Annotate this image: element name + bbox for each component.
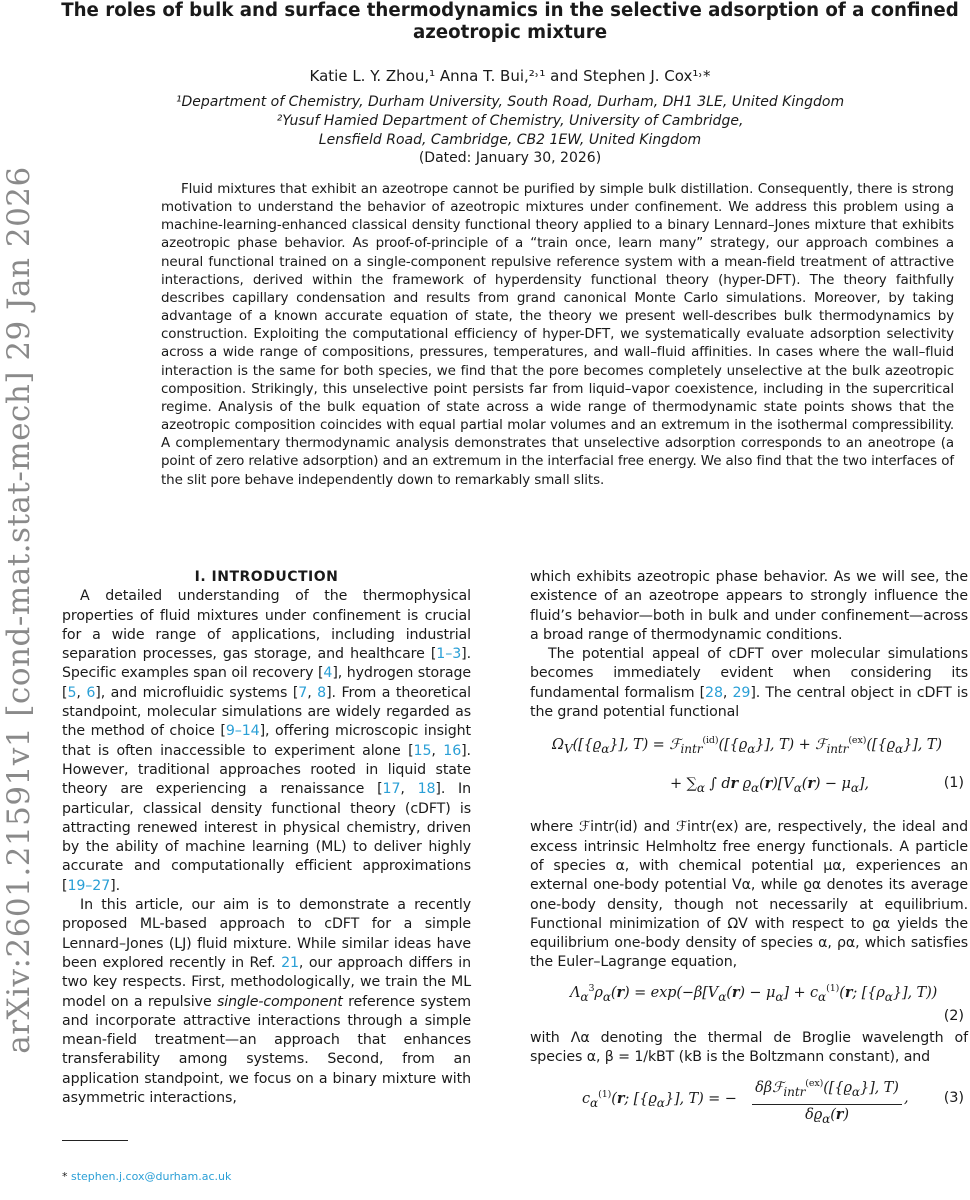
abstract: Fluid mixtures that exhibit an azeotrope cannot be purified by simple bulk distillation. Consequently, there is strong motivation to understand the behavior of azeotropic mixtures under confinement. We address this problem using a machine-learning-enhanced classical density functional theory applied to a binary Lennard–Jones mixture that exhibits azeotropic phase behavior. As proof-of-principle of a “train once, learn many” strategy, our approach combines a neural functional trained on a single-component repulsive reference system with a mean-field treatment of attractive interactions, derived within the framework of hyperdensity functional theory (hyper-DFT). The theory faithfully describes capillary condensation and results from grand canonical Monte Carlo simulations. Moreover, by taking advantage of a known accurate equation of state, the theory we present well-describes bulk thermodynamics by construction. Exploiting the computational efficiency of hyper-DFT, we systematically evaluate adsorption selectivity across a wide range of compositions, pressures, temperatures, and wall–fluid affinities. In cases where the wall–fluid interaction is the same for both species, we find that the pore becomes completely unselective at the bulk azeotropic composition. Strikingly, this unselective point persists far from liquid–vapor coexistence, including in the supercritical regime. Analysis of the bulk equation of state across a wide range of thermodynamic state points shows that the azeotropic composition coincides with equal partial molar volumes and an extremum in the isothermal compressibility. A complementary thermodynamic analysis demonstrates that unselective adsorption corresponds to an aneotrope (a point of zero relative adsorption) and an extremum in the interfacial free energy. We also find that the two interfaces of the slit pore behave independently down to remarkably small slits. — [161, 182, 954, 488]
affiliations — [60, 93, 960, 150]
date-line: (Dated: January 30, 2026) — [418, 150, 602, 166]
equation-number: (3) — [943, 1090, 964, 1107]
section-heading: I. INTRODUCTION — [194, 569, 339, 585]
citation-link[interactable]: 4 — [323, 665, 333, 682]
citation-link[interactable]: 21 — [281, 954, 299, 971]
arxiv-identifier: arXiv:2601.21591v1 [cond-mat.stat-mech] 29 Jan 2026 — [1, 166, 37, 1054]
right-paragraph-4: with Λα denoting the thermal de Broglie wavelength of species α, β = 1/kBT (kB is the Boltzmann constant), and — [530, 1029, 968, 1066]
right-column — [530, 568, 968, 1129]
citation-link[interactable]: 6 — [86, 684, 96, 701]
citation-link[interactable]: 16 — [443, 742, 462, 759]
equation-3: $c_\alpha^{(1)}(r$; $[\{ϱ_\alpha\}]$, T) = − $\delta\beta ℱ_{intr}^{(ex)}([\{ϱ_\alpha\}]$, T) $\delta ϱ_\alpha(r)$ , (3) — [582, 1078, 964, 1126]
citation-link[interactable]: 8 — [317, 684, 327, 701]
citation-link[interactable]: 9–14 — [225, 723, 260, 740]
equation-number: (2) — [943, 1007, 964, 1024]
citation-link[interactable]: 7 — [298, 684, 308, 701]
citation-link[interactable]: 17 — [382, 781, 401, 798]
footnote-rule — [62, 1140, 128, 1141]
right-paragraph-3: where ℱintr(id) and ℱintr(ex) are, respectively, the ideal and excess intrinsic Helmholtz free energy functionals. A particle of species α, with chemical potential μα, experiences an external one-body potential Vα, while ϱα denotes its average one-body density, though not necessarily at equilibrium. Functional minimization of ΩV with respect to ϱα yields the equilibrium one-body density of species α, ρα, which satisfies the Euler–Lagrange equation, — [530, 819, 968, 971]
citation-link[interactable]: 15 — [413, 742, 432, 759]
left-column — [62, 568, 471, 1108]
citation-link[interactable]: 29 — [732, 684, 751, 701]
email-link[interactable]: stephen.j.cox@durham.ac.uk — [71, 1170, 232, 1183]
affiliation-2-cont: Lensfield Road, Cambridge, CB2 1EW, United Kingdom — [318, 132, 702, 148]
citation-link[interactable]: 28 — [705, 684, 723, 701]
author-list: Katie L. Y. Zhou,¹ Anna T. Bui,²˒¹ and Stephen J. Cox¹˒* — [309, 67, 711, 85]
equation-number: (1) — [943, 775, 964, 792]
intro-paragraph-1: A detailed understanding of the thermophysical properties of fluid mixtures under confinement is crucial for a wide range of applications, including industrial separation processes, gas storage, and healthcare [1–3]. Specific examples span oil recovery [4], hydrogen storage [5, 6], and microfluidic systems [7, 8]. From a theoretical standpoint, molecular simulations are widely regarded as the method of choice [9–14], offering microscopic insight that is often inaccessible to experiment alone [15, 16]. However, traditional approaches rooted in liquid state theory are experiencing a renaissance [17, 18]. In particular, classical density functional theory (cDFT) is attracting renewed interest in physical chemistry, driven by the ability of machine learning (ML) to deliver highly accurate and computationally efficient approximations [19–27]. — [62, 588, 472, 894]
right-paragraph-1: which exhibits azeotropic phase behavior. As we will see, the existence of an azeotrope appears to strongly influence the fluid’s behavior—both in bulk and under confinement—across a broad range of thermodynamic conditions. — [530, 569, 968, 643]
affiliation-2: ²Yusuf Hamied Department of Chemistry, University of Cambridge, — [276, 113, 744, 129]
citation-link[interactable]: 18 — [417, 781, 436, 798]
citation-link[interactable]: 5 — [67, 684, 77, 701]
paper-title: The roles of bulk and surface thermodynamics in the selective adsorption of a confined azeotropic mixture — [61, 0, 959, 43]
citation-link[interactable]: 1–3 — [436, 646, 462, 663]
citation-link[interactable]: 19–27 — [67, 877, 111, 894]
affiliation-1: ¹Department of Chemistry, Durham University, South Road, Durham, DH1 3LE, United Kingdom — [175, 94, 845, 110]
equation-1: $\Omega_V([\{ϱ_\alpha\}]$, $T) = ℱ_{intr}^{(id)}([\{ϱ_\alpha\}]$, $T) + ℱ_{intr}^{(ex)}([\{ϱ_\alpha\}]$, T) + $\sum_\alpha$ ∫ dr $ϱ_\alpha(r)[V_\alpha(r) - \mu_\alpha]$, (1) — [552, 735, 964, 796]
equation-2: $\Lambda_\alpha^3\rho_\alpha(r) = \exp(-\beta[V_\alpha(r) - \mu_\alpha] + c_\alpha^{(1)}(r$; $[\{\rho_\alpha\}]$, T)) (2) — [530, 983, 968, 1029]
intro-paragraph-2: In this article, our aim is to demonstrate a recently proposed ML-based approach to cDFT for a simple Lennard–Jones (LJ) fluid mixture. While similar ideas have been explored recently in Ref. 21, our approach differs in two key respects. First, methodologically, we train the ML model on a repulsive single-component reference system and incorporate attractive interactions through a simple mean-field treatment—an approach that enhances transferability among systems. Second, from an application standpoint, we focus on a binary mixture with asymmetric interactions, — [62, 897, 471, 1107]
right-paragraph-2: The potential appeal of cDFT over molecular simulations becomes immediately evident when considering its fundamental formalism [28, 29]. The central object in cDFT is the grand potential functional — [530, 646, 968, 721]
footnote: * stephen.j.cox@durham.ac.uk — [62, 1170, 232, 1183]
